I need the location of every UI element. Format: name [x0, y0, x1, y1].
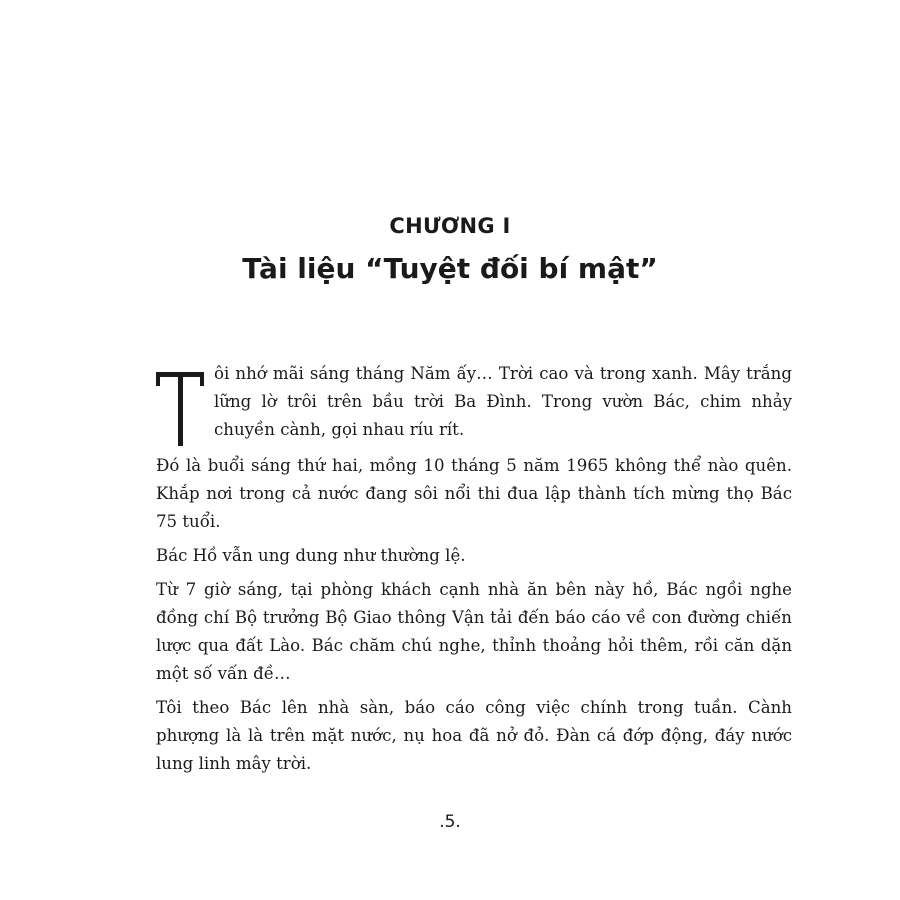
drop-cap [156, 364, 204, 446]
body-text [156, 360, 792, 784]
chapter-label: CHƯƠNG I [389, 214, 511, 238]
lead-text: ôi nhớ mãi sáng tháng Năm ấy… Trời cao và trong xanh. Mây trắng lững lờ trôi trên bầu trời Ba Đình. Trong vườn Bác, chim nhảy chuyền cành, gọi nhau ríu rít. [214, 364, 792, 439]
paragraph: Từ 7 giờ sáng, tại phòng khách cạnh nhà ăn bên này hồ, Bác ngồi nghe đồng chí Bộ trưởng Bộ Giao thông Vận tải đến báo cáo về con đường chiến lược qua đất Lào. Bác chăm chú nghe, thỉnh thoảng hỏi thêm, rồi căn dặn một số vấn đề… [156, 580, 792, 683]
chapter-title: Tài liệu “Tuyệt đối bí mật” [242, 252, 658, 285]
lead-paragraph [156, 360, 792, 446]
page-number: .5. [439, 812, 461, 832]
paragraph: Đó là buổi sáng thứ hai, mồng 10 tháng 5 năm 1965 không thể nào quên. Khắp nơi trong cả nước đang sôi nổi thi đua lập thành tích mừng thọ Bác 75 tuổi. [156, 456, 792, 531]
paragraph: Bác Hồ vẫn ung dung như thường lệ. [156, 546, 466, 565]
paragraph: Tôi theo Bác lên nhà sàn, báo cáo công việc chính trong tuần. Cành phượng là là trên mặt nước, nụ hoa đã nở đỏ. Đàn cá đớp động, đáy nước lung linh mây trời. [156, 698, 792, 773]
